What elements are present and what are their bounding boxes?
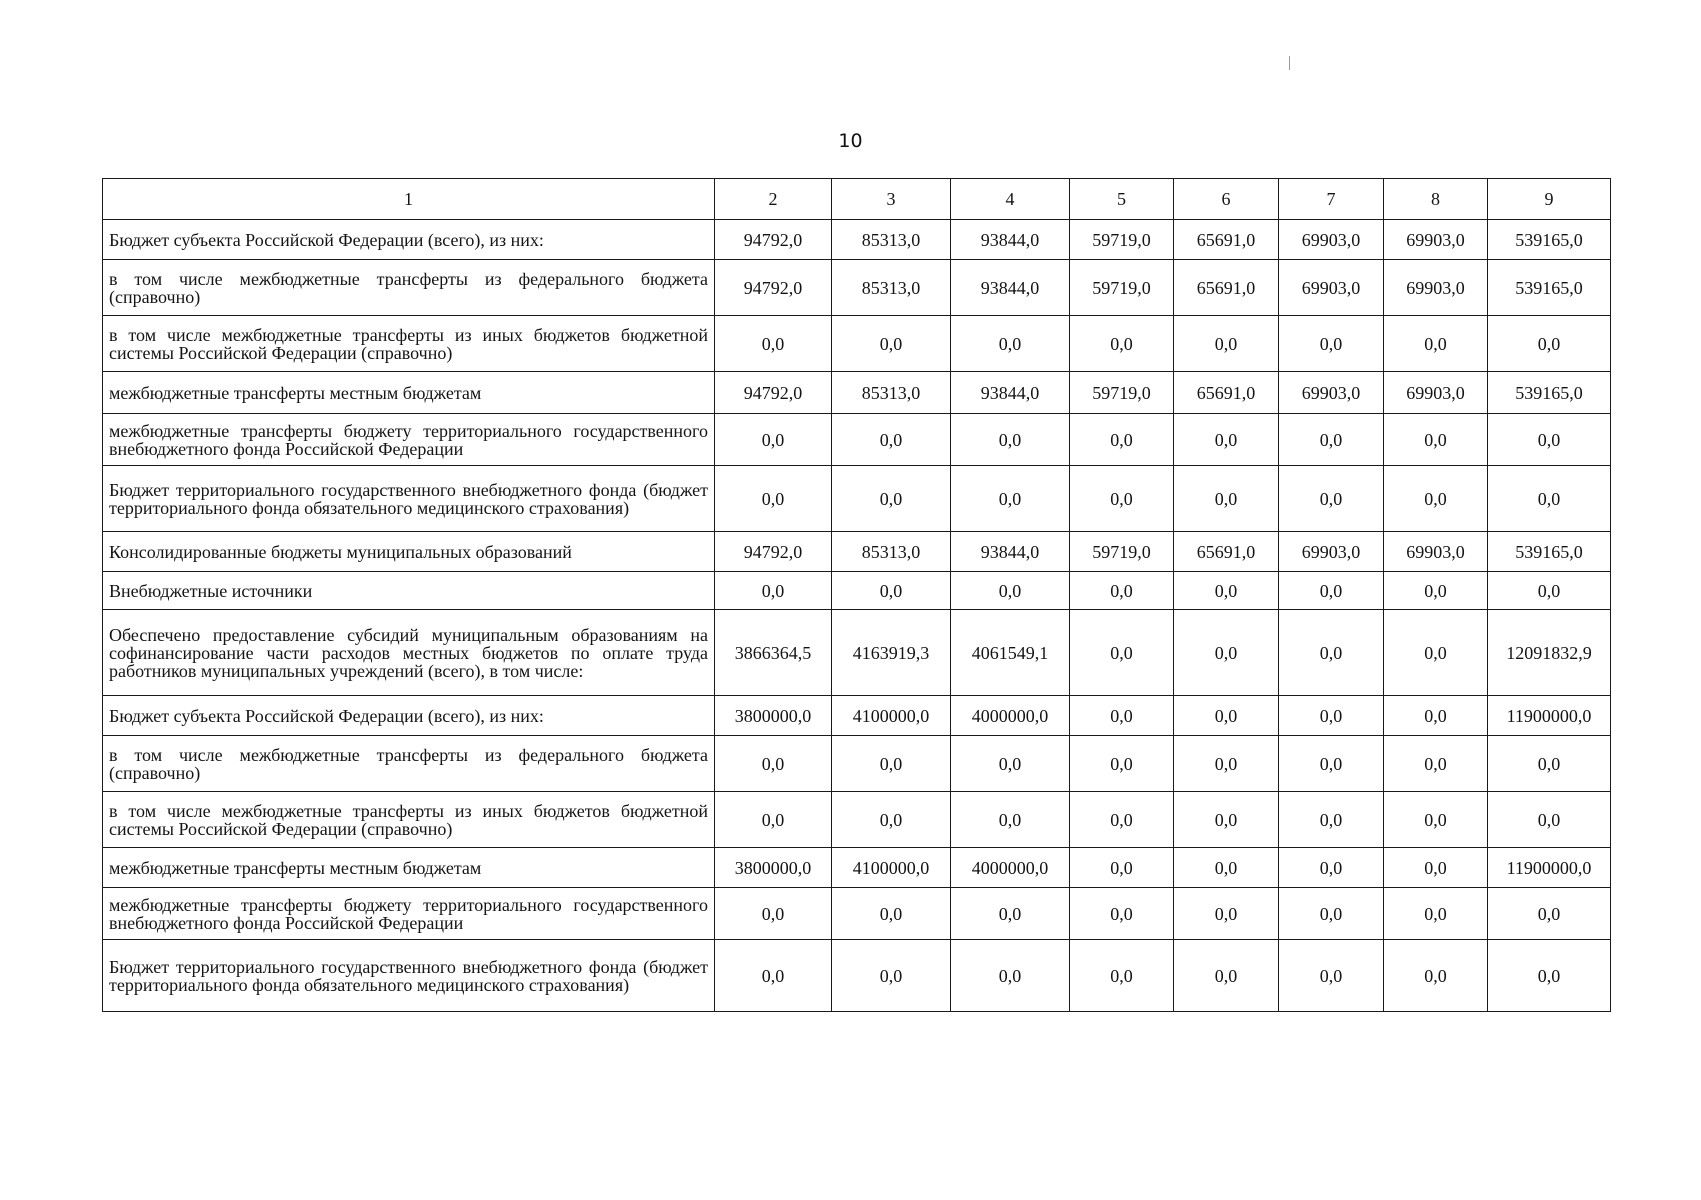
column-header: 8: [1384, 179, 1488, 220]
value-cell: 0,0: [1279, 888, 1384, 940]
value-cell: 0,0: [1174, 736, 1279, 792]
value-cell: 93844,0: [951, 372, 1070, 414]
value-cell: 0,0: [715, 888, 832, 940]
value-cell: 0,0: [1279, 414, 1384, 466]
value-cell: 0,0: [1384, 736, 1488, 792]
value-cell: 0,0: [1384, 414, 1488, 466]
value-cell: 0,0: [1488, 792, 1611, 848]
value-cell: 0,0: [1070, 736, 1174, 792]
column-header: 9: [1488, 179, 1611, 220]
value-cell: 0,0: [715, 316, 832, 372]
value-cell: 0,0: [832, 888, 951, 940]
value-cell: 69903,0: [1279, 532, 1384, 572]
value-cell: 0,0: [1174, 316, 1279, 372]
row-label: Обеспечено предоставление субсидий муниципальным образованиям на софинансирование части расходов местных бюджетов по оплате труда работников муниципальных учреждений (всего), в том числе:: [103, 610, 715, 696]
value-cell: 0,0: [951, 466, 1070, 532]
row-label: межбюджетные трансферты местным бюджетам: [103, 372, 715, 414]
value-cell: 0,0: [1488, 736, 1611, 792]
table-header-row: [103, 179, 1611, 220]
value-cell: 0,0: [1279, 466, 1384, 532]
value-cell: 94792,0: [715, 532, 832, 572]
value-cell: 0,0: [951, 316, 1070, 372]
value-cell: 69903,0: [1384, 372, 1488, 414]
row-label: в том числе межбюджетные трансферты из иных бюджетов бюджетной системы Российской Федерации (справочно): [103, 316, 715, 372]
value-cell: 0,0: [1279, 572, 1384, 610]
table-row: [103, 532, 1611, 572]
value-cell: 0,0: [1070, 792, 1174, 848]
column-header: 3: [832, 179, 951, 220]
column-header: 5: [1070, 179, 1174, 220]
value-cell: 0,0: [1279, 792, 1384, 848]
value-cell: 0,0: [1070, 848, 1174, 888]
table-row: [103, 260, 1611, 316]
table-row: [103, 316, 1611, 372]
value-cell: 94792,0: [715, 260, 832, 316]
value-cell: 0,0: [951, 736, 1070, 792]
table-row: [103, 736, 1611, 792]
value-cell: 0,0: [1488, 572, 1611, 610]
value-cell: 0,0: [1488, 888, 1611, 940]
value-cell: 0,0: [1174, 414, 1279, 466]
value-cell: 69903,0: [1279, 372, 1384, 414]
row-label: Консолидированные бюджеты муниципальных образований: [103, 532, 715, 572]
value-cell: 0,0: [1384, 572, 1488, 610]
row-label: в том числе межбюджетные трансферты из федерального бюджета (справочно): [103, 736, 715, 792]
value-cell: 3800000,0: [715, 848, 832, 888]
value-cell: 85313,0: [832, 260, 951, 316]
value-cell: 85313,0: [832, 372, 951, 414]
column-header: 4: [951, 179, 1070, 220]
value-cell: 0,0: [832, 414, 951, 466]
value-cell: 65691,0: [1174, 220, 1279, 260]
value-cell: 0,0: [832, 572, 951, 610]
value-cell: 3866364,5: [715, 610, 832, 696]
value-cell: 65691,0: [1174, 260, 1279, 316]
value-cell: 59719,0: [1070, 260, 1174, 316]
column-header: 6: [1174, 179, 1279, 220]
value-cell: 0,0: [1174, 610, 1279, 696]
table-row: [103, 940, 1611, 1012]
value-cell: 0,0: [1070, 610, 1174, 696]
value-cell: 0,0: [1384, 696, 1488, 736]
value-cell: 65691,0: [1174, 532, 1279, 572]
value-cell: 94792,0: [715, 220, 832, 260]
column-header: 2: [715, 179, 832, 220]
value-cell: 93844,0: [951, 532, 1070, 572]
column-header: 1: [103, 179, 715, 220]
value-cell: 0,0: [832, 736, 951, 792]
value-cell: 0,0: [715, 792, 832, 848]
table-row: [103, 220, 1611, 260]
value-cell: 0,0: [1070, 888, 1174, 940]
value-cell: 0,0: [1384, 610, 1488, 696]
value-cell: 11900000,0: [1488, 848, 1611, 888]
row-label: Бюджет субъекта Российской Федерации (всего), из них:: [103, 696, 715, 736]
value-cell: 4000000,0: [951, 848, 1070, 888]
value-cell: 93844,0: [951, 220, 1070, 260]
value-cell: 69903,0: [1384, 532, 1488, 572]
table-row: [103, 696, 1611, 736]
value-cell: 0,0: [1279, 610, 1384, 696]
table-row: [103, 888, 1611, 940]
value-cell: 85313,0: [832, 532, 951, 572]
value-cell: 0,0: [1384, 888, 1488, 940]
value-cell: 93844,0: [951, 260, 1070, 316]
value-cell: 69903,0: [1384, 260, 1488, 316]
table-row: [103, 610, 1611, 696]
value-cell: 11900000,0: [1488, 696, 1611, 736]
value-cell: 3800000,0: [715, 696, 832, 736]
value-cell: 4163919,3: [832, 610, 951, 696]
value-cell: 65691,0: [1174, 372, 1279, 414]
value-cell: 0,0: [1070, 466, 1174, 532]
page-number: 10: [838, 130, 863, 152]
value-cell: 4061549,1: [951, 610, 1070, 696]
value-cell: 0,0: [1070, 940, 1174, 1012]
row-label: Бюджет территориального государственного внебюджетного фонда (бюджет территориального фонда обязательного медицинского страхования): [103, 940, 715, 1012]
value-cell: 0,0: [1174, 940, 1279, 1012]
value-cell: 0,0: [1070, 414, 1174, 466]
row-label: Бюджет территориального государственного внебюджетного фонда (бюджет территориального фонда обязательного медицинского страхования): [103, 466, 715, 532]
value-cell: 0,0: [951, 940, 1070, 1012]
value-cell: 539165,0: [1488, 532, 1611, 572]
value-cell: 0,0: [1279, 940, 1384, 1012]
value-cell: 4000000,0: [951, 696, 1070, 736]
value-cell: 0,0: [951, 414, 1070, 466]
value-cell: 539165,0: [1488, 372, 1611, 414]
column-header: 7: [1279, 179, 1384, 220]
value-cell: 0,0: [715, 414, 832, 466]
value-cell: 0,0: [832, 466, 951, 532]
value-cell: 0,0: [1279, 316, 1384, 372]
scan-artifact-mark: [1289, 56, 1290, 70]
table-row: [103, 372, 1611, 414]
value-cell: 59719,0: [1070, 220, 1174, 260]
budget-table: [102, 178, 1611, 1012]
value-cell: 0,0: [951, 888, 1070, 940]
value-cell: 0,0: [1384, 316, 1488, 372]
value-cell: 0,0: [1279, 736, 1384, 792]
value-cell: 59719,0: [1070, 372, 1174, 414]
table-row: [103, 466, 1611, 532]
value-cell: 0,0: [715, 572, 832, 610]
row-label: Бюджет субъекта Российской Федерации (всего), из них:: [103, 220, 715, 260]
value-cell: 0,0: [715, 940, 832, 1012]
value-cell: 4100000,0: [832, 696, 951, 736]
value-cell: 0,0: [1070, 316, 1174, 372]
value-cell: 0,0: [1174, 696, 1279, 736]
row-label: межбюджетные трансферты бюджету территориального государственного внебюджетного фонда Российской Федерации: [103, 888, 715, 940]
value-cell: 0,0: [1174, 792, 1279, 848]
value-cell: 0,0: [951, 572, 1070, 610]
row-label: межбюджетные трансферты местным бюджетам: [103, 848, 715, 888]
value-cell: 539165,0: [1488, 220, 1611, 260]
value-cell: 0,0: [1279, 696, 1384, 736]
table-row: [103, 572, 1611, 610]
value-cell: 0,0: [1384, 848, 1488, 888]
row-label: в том числе межбюджетные трансферты из федерального бюджета (справочно): [103, 260, 715, 316]
value-cell: 0,0: [1070, 572, 1174, 610]
value-cell: 539165,0: [1488, 260, 1611, 316]
table-row: [103, 848, 1611, 888]
value-cell: 94792,0: [715, 372, 832, 414]
value-cell: 85313,0: [832, 220, 951, 260]
value-cell: 0,0: [1488, 316, 1611, 372]
value-cell: 0,0: [1174, 848, 1279, 888]
row-label: в том числе межбюджетные трансферты из иных бюджетов бюджетной системы Российской Федерации (справочно): [103, 792, 715, 848]
value-cell: 0,0: [832, 316, 951, 372]
value-cell: 0,0: [1488, 940, 1611, 1012]
value-cell: 69903,0: [1279, 220, 1384, 260]
value-cell: 69903,0: [1279, 260, 1384, 316]
value-cell: 0,0: [1384, 466, 1488, 532]
table-row: [103, 414, 1611, 466]
value-cell: 0,0: [715, 466, 832, 532]
value-cell: 12091832,9: [1488, 610, 1611, 696]
row-label: Внебюджетные источники: [103, 572, 715, 610]
value-cell: 0,0: [1384, 792, 1488, 848]
value-cell: 4100000,0: [832, 848, 951, 888]
value-cell: 0,0: [1279, 848, 1384, 888]
value-cell: 0,0: [1384, 940, 1488, 1012]
value-cell: 0,0: [832, 940, 951, 1012]
value-cell: 0,0: [951, 792, 1070, 848]
value-cell: 59719,0: [1070, 532, 1174, 572]
value-cell: 0,0: [1488, 414, 1611, 466]
value-cell: 69903,0: [1384, 220, 1488, 260]
value-cell: 0,0: [1070, 696, 1174, 736]
table-row: [103, 792, 1611, 848]
value-cell: 0,0: [715, 736, 832, 792]
row-label: межбюджетные трансферты бюджету территориального государственного внебюджетного фонда Российской Федерации: [103, 414, 715, 466]
value-cell: 0,0: [832, 792, 951, 848]
table-body: [103, 179, 1611, 1012]
value-cell: 0,0: [1174, 572, 1279, 610]
value-cell: 0,0: [1488, 466, 1611, 532]
value-cell: 0,0: [1174, 466, 1279, 532]
value-cell: 0,0: [1174, 888, 1279, 940]
